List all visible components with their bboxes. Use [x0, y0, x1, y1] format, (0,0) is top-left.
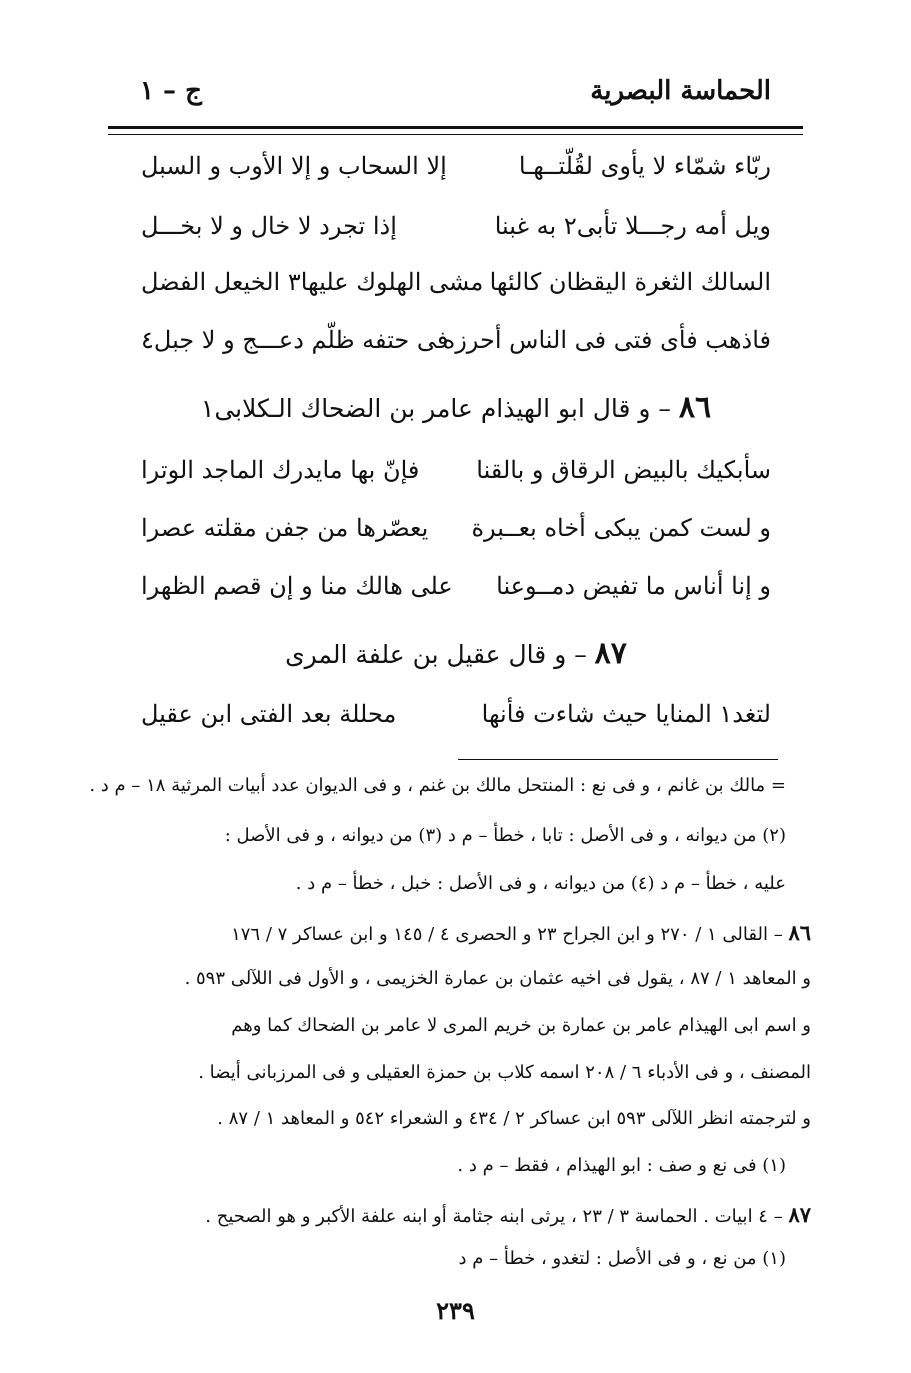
page-number: ٢٣٩ [436, 1296, 475, 1325]
poem-heading-87 [141, 636, 771, 671]
verse-first-hemistich: ربّاء شمّاء لا يأوى لقُلّتــهـا [518, 152, 771, 180]
verse-second-hemistich: فى حتفه ظلّم دعـــج و لا جبل٤ [141, 326, 449, 354]
verse-second-hemistich: فإنّ بها مايدرك الماجد الوترا [141, 456, 420, 484]
poem-attribution: – و قال عقيل بن علفة المرى [285, 640, 587, 669]
verse-line [141, 152, 771, 198]
footnote-line: = مالك بن غانم ، و فى نع : المنتحل مالك بن غنم ، و فى الديوان عدد أبيات المرثية ١٨ – م د . [89, 775, 786, 796]
verse-second-hemistich: إذا تجرد لا خال و لا بخـــل [141, 212, 397, 240]
verse-first-hemistich: فاذهب فأى فتى فى الناس أحرزه [442, 326, 771, 354]
footnote-line: (١) فى نع و صف : ابو الهيذام ، فقط – م د . [457, 1155, 786, 1176]
verse-line [141, 268, 771, 314]
footnote-number: ٨٧ [788, 1202, 811, 1227]
poem-number: ٨٦ [678, 390, 712, 425]
verse-line [141, 572, 771, 618]
verse-first-hemistich: و لست كمن يبكى أخاه بعــبرة [471, 514, 771, 542]
volume-label: ج – ١ [140, 76, 202, 106]
verse-first-hemistich: السالك الثغرة اليقظان كالئها [489, 268, 771, 296]
verse-line [141, 514, 771, 560]
footnote-line: عليه ، خطأ – م د (٤) من ديوانه ، و فى الأصل : خبل ، خطأ – م د . [295, 873, 786, 894]
verse-first-hemistich: و إنا أناس ما تفيض دمــوعنا [496, 572, 771, 600]
running-title: الحماسة البصرية [590, 76, 771, 106]
verse-line [141, 456, 771, 502]
poem-heading-86 [141, 390, 771, 425]
verse-second-hemistich: على هالك منا و إن قصم الظهرا [141, 572, 453, 600]
verse-line [141, 326, 771, 372]
poem-number: ٨٧ [594, 636, 627, 671]
footnote-line: (١) من نع ، و فى الأصل : لتغدو ، خطأ – م د [458, 1248, 786, 1269]
footnote-entry-86 [91, 920, 811, 945]
footnote-entry-87 [91, 1202, 811, 1227]
verse-line [141, 212, 771, 258]
poem-attribution: – و قال ابو الهيذام عامر بن الضحاك الـكلابى١ [200, 394, 671, 423]
verse-second-hemistich: إلا السحاب و إلا الأوب و السبل [141, 152, 447, 180]
header-rule-thin [108, 134, 803, 135]
verse-second-hemistich: مشى الهلوك عليها٣ الخيعل الفضل [141, 268, 484, 296]
footnote-line: و اسم ابى الهيذام عامر بن عمارة بن خريم المرى لا عامر بن الضحاك كما وهم [231, 1015, 811, 1036]
header-rule-thick [108, 126, 803, 129]
verse-first-hemistich: ويل أمه رجـــلا تأبى٢ به غبنا [494, 212, 771, 240]
footnote-text: – ٤ ابيات . الحماسة ٣ / ٢٣ ، يرثى ابنه جثامة أو ابنه علفة الأكبر و هو الصحيح . [205, 1206, 783, 1227]
footnote-line: (٢) من ديوانه ، و فى الأصل : تابا ، خطأ – م د (٣) من ديوانه ، و فى الأصل : [224, 825, 786, 846]
footnote-rule [458, 759, 778, 760]
footnote-text: – القالى ١ / ٢٧٠ و ابن الجراح ٢٣ و الحصرى ٤ / ١٤٥ و ابن عساكر ٧ / ١٧٦ [231, 924, 783, 945]
verse-second-hemistich: محللة بعد الفتى ابن عقيل [141, 700, 397, 728]
footnote-line: و لترجمته انظر اللآلى ٥٩٣ ابن عساكر ٢ / ٤٣٤ و الشعراء ٥٤٢ و المعاهد ١ / ٨٧ . [217, 1108, 811, 1129]
verse-second-hemistich: يعصّرها من جفن مقلته عصرا [141, 514, 429, 542]
verse-first-hemistich: سأبكيك بالبيض الرقاق و بالقنا [476, 456, 771, 484]
footnote-line: و المعاهد ١ / ٨٧ ، يقول فى اخيه عثمان بن عمارة الخزيمى ، و الأول فى اللآلى ٥٩٣ . [184, 968, 811, 989]
verse-first-hemistich: لتغد١ المنايا حيث شاءت فأنها [481, 700, 771, 728]
footnote-line: المصنف ، و فى الأدباء ٦ / ٢٠٨ اسمه كلاب بن حمزة العقيلى و فى المرزبانى أيضا . [198, 1062, 811, 1083]
verse-line [141, 700, 771, 746]
footnote-number: ٨٦ [788, 920, 811, 945]
